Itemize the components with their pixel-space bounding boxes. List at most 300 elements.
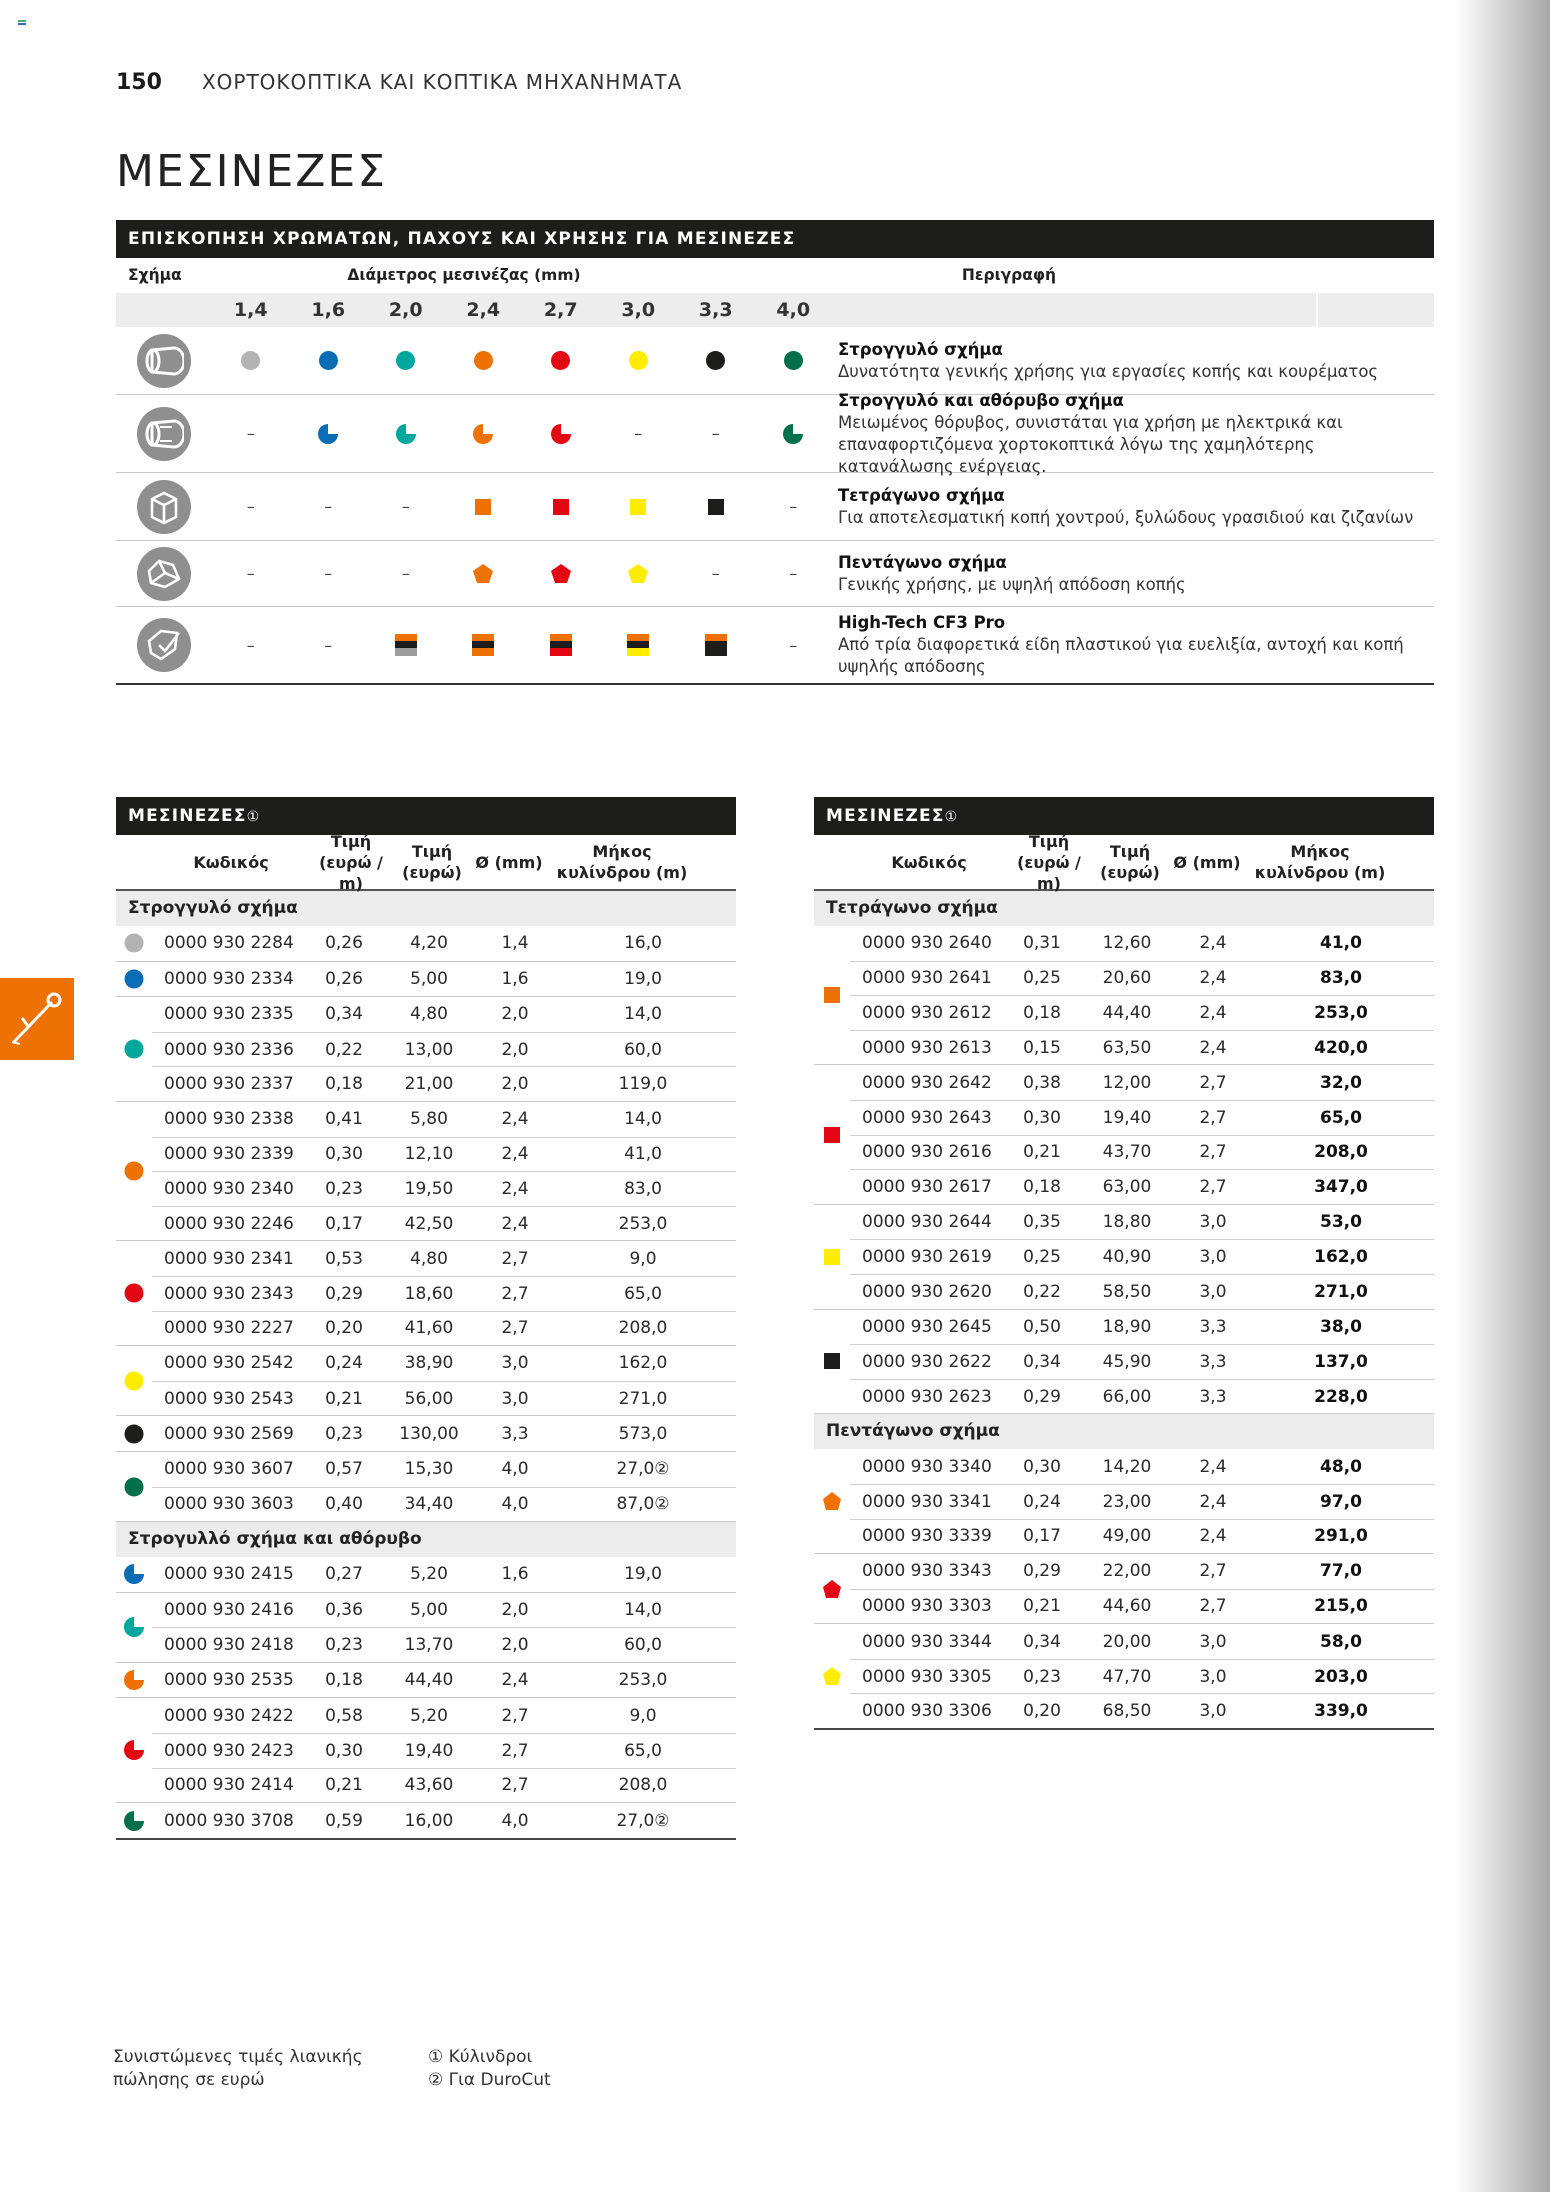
diameter-cell: 2,4 xyxy=(1199,1037,1227,1058)
price-per-m-cell: 0,34 xyxy=(325,1004,363,1025)
length-cell: 58,0 xyxy=(1320,1631,1362,1652)
color-dot-marker xyxy=(124,1039,144,1059)
diameter-label: 3,3 xyxy=(698,299,733,321)
length-cell: 83,0 xyxy=(1320,968,1362,989)
code-cell: 0000 930 2644 xyxy=(862,1212,992,1233)
table-row xyxy=(152,1206,736,1241)
price-per-m-cell: 0,15 xyxy=(1023,1037,1061,1058)
diameter-cell: 2,4 xyxy=(1199,968,1227,989)
table-row xyxy=(850,1379,1434,1414)
length-cell: 77,0 xyxy=(1320,1561,1362,1582)
diameter-cell: 2,7 xyxy=(501,1740,529,1761)
color-dot-marker xyxy=(124,933,144,953)
code-cell: 0000 930 2620 xyxy=(862,1281,992,1302)
notched-dot-red xyxy=(551,424,571,444)
table-row xyxy=(152,1171,736,1206)
price-cell: 15,30 xyxy=(404,1459,454,1480)
price-cell: 44,40 xyxy=(1102,1002,1152,1023)
code-cell: 0000 930 2415 xyxy=(164,1564,294,1585)
table-row xyxy=(152,1032,736,1067)
price-per-m-cell: 0,50 xyxy=(1023,1316,1061,1337)
price-cell: 40,90 xyxy=(1102,1247,1152,1268)
square-marker xyxy=(822,1125,842,1145)
overview-row-square: – – – – Τετράγωνο σχήμα Για αποτελεσματική κοπή χοντρού, ξυλώδους γρασιδιού και ζιζανίων xyxy=(116,473,1434,541)
table-row xyxy=(850,1169,1434,1204)
diameter-cell: 2,0 xyxy=(501,1074,529,1095)
length-cell: 27,0② xyxy=(616,1810,670,1831)
product-group xyxy=(116,1593,736,1663)
price-per-m-cell: 0,18 xyxy=(325,1670,363,1691)
price-per-m-cell: 0,20 xyxy=(1023,1701,1061,1722)
price-per-m-cell: 0,36 xyxy=(325,1599,363,1620)
table-row xyxy=(850,1065,1434,1100)
length-cell: 271,0 xyxy=(1314,1281,1368,1302)
price-cell: 47,70 xyxy=(1102,1666,1152,1687)
length-cell: 208,0 xyxy=(1314,1142,1368,1163)
code-cell: 0000 930 2336 xyxy=(164,1039,294,1060)
color-dot-marker xyxy=(124,969,144,989)
length-cell: 119,0 xyxy=(618,1074,668,1095)
table-row xyxy=(152,926,736,961)
price-per-m-cell: 0,21 xyxy=(1023,1142,1061,1163)
row-description: High-Tech CF3 Pro Από τρία διαφορετικά είδη πλαστικού για ευελιξία, αντοχή και κοπή υψηλής απόδοσης xyxy=(838,613,1404,676)
diameter-cell: 2,7 xyxy=(1199,1072,1227,1093)
row-description: Στρογγυλό και αθόρυβο σχήμα Μειωμένος θόρυβος, συνιστάται για χρήση με ηλεκτρικά και επαναφορτιζόμενα χορτοκοπτικά λόγω της χαμηλότερης κατανάλωσης ενέργειας. xyxy=(838,390,1343,476)
length-cell: 65,0 xyxy=(624,1283,662,1304)
code-cell: 0000 930 2617 xyxy=(862,1176,992,1197)
code-cell: 0000 930 2423 xyxy=(164,1740,294,1761)
code-cell: 0000 930 3339 xyxy=(862,1526,992,1547)
color-dot-green xyxy=(784,351,803,370)
diameter-label: 1,6 xyxy=(311,299,346,321)
code-cell: 0000 930 2613 xyxy=(862,1037,992,1058)
cf3-marker-2-0 xyxy=(395,634,417,656)
code-cell: 0000 930 2335 xyxy=(164,1004,294,1025)
diameter-cell: 3,0 xyxy=(1199,1247,1227,1268)
square-marker xyxy=(822,1351,842,1371)
diameter-cell: 4,0 xyxy=(501,1459,529,1480)
product-group xyxy=(814,1449,1434,1554)
price-per-m-cell: 0,17 xyxy=(325,1213,363,1234)
diameter-cell: 1,6 xyxy=(501,1564,529,1585)
cf3-marker-2-4 xyxy=(472,634,494,656)
trimmer-icon xyxy=(8,986,66,1048)
price-per-m-cell: 0,18 xyxy=(1023,1002,1061,1023)
table-row xyxy=(850,1239,1434,1274)
table-row xyxy=(850,1554,1434,1589)
code-cell: 0000 930 3340 xyxy=(862,1456,992,1477)
product-group xyxy=(814,1065,1434,1204)
price-per-m-cell: 0,26 xyxy=(325,933,363,954)
code-cell: 0000 930 2339 xyxy=(164,1144,294,1165)
price-cell: 63,50 xyxy=(1102,1037,1152,1058)
table-row xyxy=(152,1768,736,1803)
price-per-m-cell: 0,23 xyxy=(325,1423,363,1444)
price-per-m-cell: 0,30 xyxy=(325,1740,363,1761)
length-cell: 41,0 xyxy=(1320,933,1362,954)
diameter-label: 2,7 xyxy=(543,299,578,321)
price-cell: 130,00 xyxy=(399,1423,459,1444)
square-marker xyxy=(822,985,842,1005)
code-cell: 0000 930 2645 xyxy=(862,1316,992,1337)
overview-row-pentagon: – – – – – Πεντάγωνο σχήμα Γενικής χρήσης, με υψηλή απόδοση κοπής xyxy=(116,541,1434,607)
cf3-marker-3-0 xyxy=(627,634,649,656)
price-per-m-cell: 0,23 xyxy=(325,1635,363,1656)
diameter-label: 3,0 xyxy=(621,299,656,321)
length-cell: 573,0 xyxy=(618,1423,668,1444)
length-cell: 208,0 xyxy=(618,1775,668,1796)
table-row xyxy=(152,1241,736,1276)
length-cell: 162,0 xyxy=(618,1353,668,1374)
price-cell: 23,00 xyxy=(1102,1491,1152,1512)
diameter-cell: 3,0 xyxy=(501,1388,529,1409)
product-group xyxy=(814,926,1434,1065)
table-row xyxy=(850,1484,1434,1519)
diameter-cell: 2,0 xyxy=(501,1039,529,1060)
length-cell: 97,0 xyxy=(1320,1491,1362,1512)
price-cell: 43,60 xyxy=(404,1775,454,1796)
footer-notes: ① Κύλινδροι ② Για DuroCut xyxy=(428,2047,551,2090)
table-row xyxy=(152,1487,736,1522)
price-per-m-cell: 0,41 xyxy=(325,1109,363,1130)
overview-table xyxy=(116,220,1434,685)
table-row xyxy=(850,1519,1434,1554)
row-description: Πεντάγωνο σχήμα Γενικής χρήσης, με υψηλή απόδοση κοπής xyxy=(838,552,1186,594)
diameter-row xyxy=(116,291,1434,327)
price-cell: 38,90 xyxy=(404,1353,454,1374)
section-header: Τετράγωνο σχήμα xyxy=(814,891,1434,926)
notched-dot-marker xyxy=(124,1564,144,1584)
price-per-m-cell: 0,18 xyxy=(1023,1176,1061,1197)
length-cell: 87,0② xyxy=(616,1494,670,1515)
color-dot-marker xyxy=(124,1477,144,1497)
section-header: Πεντάγωνο σχήμα xyxy=(814,1414,1434,1449)
footer-price-note: Συνιστώμενες τιμές λιανικής πώλησης σε ευρώ xyxy=(113,2047,363,2090)
code-cell: 0000 930 2227 xyxy=(164,1318,294,1339)
diameter-cell: 3,0 xyxy=(1199,1212,1227,1233)
diameter-cell: 2,0 xyxy=(501,1599,529,1620)
price-per-m-cell: 0,58 xyxy=(325,1705,363,1726)
diameter-cell: 2,7 xyxy=(1199,1107,1227,1128)
code-cell: 0000 930 2416 xyxy=(164,1599,294,1620)
length-cell: 65,0 xyxy=(624,1740,662,1761)
page-title: ΜΕΣΙΝΕΖΕΣ xyxy=(116,146,387,197)
table-header: Κωδικός Τιμή (ευρώ / m) Τιμή (ευρώ) Ø (mm) Μήκος κυλίνδρου (m) xyxy=(116,835,736,891)
product-group xyxy=(814,1205,1434,1310)
notched-dot-marker xyxy=(124,1670,144,1690)
diameter-cell: 4,0 xyxy=(501,1494,529,1515)
price-per-m-cell: 0,23 xyxy=(1023,1666,1061,1687)
table-row xyxy=(850,1274,1434,1309)
length-cell: 162,0 xyxy=(1314,1247,1368,1268)
product-group xyxy=(116,1346,736,1416)
page-number: 150 xyxy=(116,70,162,95)
pentagon-yellow xyxy=(628,564,648,583)
notched-dot-orange xyxy=(473,424,493,444)
diameter-cell: 4,0 xyxy=(501,1810,529,1831)
diameter-cell: 2,7 xyxy=(501,1318,529,1339)
table-row xyxy=(152,1381,736,1416)
diameter-cell: 2,0 xyxy=(501,1635,529,1656)
pentagon-marker xyxy=(822,1666,842,1686)
table-title: ΜΕΣΙΝΕΖΕΣ① xyxy=(814,797,1434,835)
price-cell: 44,60 xyxy=(1102,1596,1152,1617)
price-per-m-cell: 0,59 xyxy=(325,1810,363,1831)
cf3-marker-2-7 xyxy=(550,634,572,656)
code-cell: 0000 930 2418 xyxy=(164,1635,294,1656)
length-cell: 60,0 xyxy=(624,1635,662,1656)
code-cell: 0000 930 3305 xyxy=(862,1666,992,1687)
length-cell: 291,0 xyxy=(1314,1526,1368,1547)
table-row xyxy=(850,995,1434,1030)
price-cell: 45,90 xyxy=(1102,1351,1152,1372)
code-cell: 0000 930 2623 xyxy=(862,1386,992,1407)
length-cell: 19,0 xyxy=(624,968,662,989)
table-row xyxy=(152,1066,736,1101)
page-header xyxy=(116,70,682,95)
diameter-cell: 2,7 xyxy=(501,1248,529,1269)
diameter-cell: 2,4 xyxy=(501,1109,529,1130)
code-cell: 0000 930 3344 xyxy=(862,1631,992,1652)
section-tab[interactable] xyxy=(0,978,74,1060)
code-cell: 0000 930 3306 xyxy=(862,1701,992,1722)
length-cell: 271,0 xyxy=(618,1388,668,1409)
diameter-cell: 3,0 xyxy=(1199,1701,1227,1722)
product-group xyxy=(116,1241,736,1346)
product-group xyxy=(116,1102,736,1241)
price-per-m-cell: 0,57 xyxy=(325,1459,363,1480)
table-row xyxy=(850,1310,1434,1345)
diameter-cell: 3,3 xyxy=(1199,1316,1227,1337)
col-shape: Σχήμα xyxy=(128,265,182,284)
length-cell: 83,0 xyxy=(624,1178,662,1199)
diameter-cell: 2,4 xyxy=(1199,1526,1227,1547)
table-row xyxy=(152,1627,736,1662)
length-cell: 9,0 xyxy=(629,1705,657,1726)
code-cell: 0000 930 2643 xyxy=(862,1107,992,1128)
section-header: Στρογγυλό σχήμα xyxy=(116,891,736,926)
code-cell: 0000 930 3607 xyxy=(164,1459,294,1480)
price-per-m-cell: 0,35 xyxy=(1023,1212,1061,1233)
code-cell: 0000 930 2535 xyxy=(164,1670,294,1691)
round-silent-line-icon xyxy=(137,407,191,461)
length-cell: 48,0 xyxy=(1320,1456,1362,1477)
code-cell: 0000 930 2334 xyxy=(164,968,294,989)
notched-dot-teal xyxy=(396,424,416,444)
table-row xyxy=(152,1557,736,1592)
price-cell: 5,80 xyxy=(410,1109,448,1130)
diameter-cell: 3,3 xyxy=(501,1423,529,1444)
diameter-cell: 2,4 xyxy=(1199,1491,1227,1512)
code-cell: 0000 930 3708 xyxy=(164,1810,294,1831)
price-cell: 43,70 xyxy=(1102,1142,1152,1163)
pentagon-marker xyxy=(822,1579,842,1599)
table-row xyxy=(850,1449,1434,1484)
price-cell: 42,50 xyxy=(404,1213,454,1234)
length-cell: 16,0 xyxy=(624,933,662,954)
price-per-m-cell: 0,21 xyxy=(325,1388,363,1409)
price-cell: 66,00 xyxy=(1102,1386,1152,1407)
diameter-cell: 3,0 xyxy=(1199,1666,1227,1687)
price-cell: 19,50 xyxy=(404,1178,454,1199)
length-cell: 228,0 xyxy=(1314,1386,1368,1407)
table-row xyxy=(152,1102,736,1137)
price-cell: 5,20 xyxy=(410,1705,448,1726)
length-cell: 60,0 xyxy=(624,1039,662,1060)
length-cell: 420,0 xyxy=(1314,1037,1368,1058)
price-per-m-cell: 0,22 xyxy=(1023,1281,1061,1302)
price-per-m-cell: 0,53 xyxy=(325,1248,363,1269)
price-cell: 5,20 xyxy=(410,1564,448,1585)
price-cell: 18,60 xyxy=(404,1283,454,1304)
length-cell: 137,0 xyxy=(1314,1351,1368,1372)
code-cell: 0000 930 2642 xyxy=(862,1072,992,1093)
length-cell: 41,0 xyxy=(624,1144,662,1165)
table-row xyxy=(152,1276,736,1311)
table-row xyxy=(152,1698,736,1733)
length-cell: 32,0 xyxy=(1320,1072,1362,1093)
product-group xyxy=(116,926,736,962)
code-cell: 0000 930 3341 xyxy=(862,1491,992,1512)
code-cell: 0000 930 2619 xyxy=(862,1247,992,1268)
table-row xyxy=(850,1030,1434,1065)
table-body xyxy=(116,891,736,1840)
price-per-m-cell: 0,29 xyxy=(1023,1561,1061,1582)
notched-dot-marker xyxy=(124,1617,144,1637)
notched-dot-green xyxy=(783,424,803,444)
price-cell: 34,40 xyxy=(404,1494,454,1515)
diameter-cell: 2,7 xyxy=(1199,1561,1227,1582)
table-row xyxy=(850,1135,1434,1170)
length-cell: 347,0 xyxy=(1314,1176,1368,1197)
diameter-cell: 3,3 xyxy=(1199,1351,1227,1372)
table-title: ΜΕΣΙΝΕΖΕΣ① xyxy=(116,797,736,835)
overview-subheader xyxy=(116,258,1434,291)
color-dot-black xyxy=(706,351,725,370)
diameter-cell: 2,4 xyxy=(501,1213,529,1234)
code-cell: 0000 930 3603 xyxy=(164,1494,294,1515)
color-square-red xyxy=(553,499,569,515)
product-group xyxy=(814,1624,1434,1730)
col-diameter: Διάμετρος μεσινέζας (mm) xyxy=(347,265,581,284)
price-cell: 41,60 xyxy=(404,1318,454,1339)
round-line-icon xyxy=(137,334,191,388)
diameter-cell: 2,7 xyxy=(501,1775,529,1796)
table-row xyxy=(152,962,736,997)
code-cell: 0000 930 2622 xyxy=(862,1351,992,1372)
length-cell: 19,0 xyxy=(624,1564,662,1585)
price-per-m-cell: 0,26 xyxy=(325,968,363,989)
code-cell: 0000 930 3343 xyxy=(862,1561,992,1582)
length-cell: 339,0 xyxy=(1314,1701,1368,1722)
code-cell: 0000 930 3303 xyxy=(862,1596,992,1617)
notched-dot-blue xyxy=(318,424,338,444)
product-group xyxy=(116,1698,736,1803)
length-cell: 203,0 xyxy=(1314,1666,1368,1687)
diameter-cell: 2,4 xyxy=(1199,1456,1227,1477)
price-per-m-cell: 0,24 xyxy=(1023,1491,1061,1512)
price-per-m-cell: 0,30 xyxy=(1023,1107,1061,1128)
diameter-cell: 2,7 xyxy=(1199,1176,1227,1197)
price-cell: 16,00 xyxy=(404,1810,454,1831)
price-cell: 5,00 xyxy=(410,968,448,989)
overview-row-round-silent: – – – Στρογγυλό και αθόρυβο σχήμα Μειωμένος θόρυβος, συνιστάται για χρήση με ηλεκτρικά και επαναφορτιζόμενα χορτοκοπτικά λόγω της χαμηλότερης κατανάλωσης ενέργειας. xyxy=(116,395,1434,473)
code-cell: 0000 930 2616 xyxy=(862,1142,992,1163)
color-dot-marker xyxy=(124,1424,144,1444)
diameter-cell: 2,7 xyxy=(501,1283,529,1304)
diameter-cell: 3,0 xyxy=(1199,1631,1227,1652)
price-per-m-cell: 0,31 xyxy=(1023,933,1061,954)
code-cell: 0000 930 2422 xyxy=(164,1705,294,1726)
code-cell: 0000 930 2612 xyxy=(862,1002,992,1023)
diameter-label: 2,4 xyxy=(466,299,501,321)
table-row xyxy=(152,1346,736,1381)
length-cell: 253,0 xyxy=(1314,1002,1368,1023)
length-cell: 253,0 xyxy=(618,1670,668,1691)
price-cell: 4,20 xyxy=(410,933,448,954)
code-cell: 0000 930 2246 xyxy=(164,1213,294,1234)
price-cell: 4,80 xyxy=(410,1004,448,1025)
square-marker xyxy=(822,1247,842,1267)
price-per-m-cell: 0,40 xyxy=(325,1494,363,1515)
product-group xyxy=(116,1803,736,1840)
table-row xyxy=(152,1452,736,1487)
price-cell: 20,60 xyxy=(1102,968,1152,989)
price-per-m-cell: 0,27 xyxy=(325,1564,363,1585)
page-edge-shadow xyxy=(1455,0,1550,2192)
color-dot-marker xyxy=(124,1283,144,1303)
price-cell: 22,00 xyxy=(1102,1561,1152,1582)
code-cell: 0000 930 2640 xyxy=(862,933,992,954)
price-per-m-cell: 0,17 xyxy=(1023,1526,1061,1547)
color-dot-blue xyxy=(319,351,338,370)
price-cell: 5,00 xyxy=(410,1599,448,1620)
table-row xyxy=(152,1137,736,1172)
price-per-m-cell: 0,20 xyxy=(325,1318,363,1339)
product-group xyxy=(116,1416,736,1452)
color-dot-orange xyxy=(474,351,493,370)
price-cell: 58,50 xyxy=(1102,1281,1152,1302)
price-per-m-cell: 0,30 xyxy=(325,1144,363,1165)
dash: – xyxy=(246,424,255,443)
length-cell: 253,0 xyxy=(618,1213,668,1234)
price-per-m-cell: 0,23 xyxy=(325,1178,363,1199)
code-cell: 0000 930 2543 xyxy=(164,1388,294,1409)
corner-mark xyxy=(18,20,26,27)
pentagon-orange xyxy=(473,564,493,583)
price-cell: 44,40 xyxy=(404,1670,454,1691)
overview-title: ΕΠΙΣΚΟΠΗΣΗ ΧΡΩΜΑΤΩΝ, ΠΑΧΟΥΣ ΚΑΙ ΧΡΗΣΗΣ ΓΙΑ ΜΕΣΙΝΕΖΕΣ xyxy=(116,220,1434,258)
diameter-label: 2,0 xyxy=(388,299,423,321)
price-per-m-cell: 0,38 xyxy=(1023,1072,1061,1093)
table-row xyxy=(850,1344,1434,1379)
product-group xyxy=(814,1310,1434,1415)
price-cell: 19,40 xyxy=(404,1740,454,1761)
product-group xyxy=(116,962,736,998)
code-cell: 0000 930 2542 xyxy=(164,1353,294,1374)
product-group xyxy=(116,1663,736,1699)
price-per-m-cell: 0,18 xyxy=(325,1074,363,1095)
code-cell: 0000 930 2341 xyxy=(164,1248,294,1269)
color-dot-red xyxy=(551,351,570,370)
table-row xyxy=(152,1593,736,1628)
row-description: Στρογγυλό σχήμα Δυνατότητα γενικής χρήσης για εργασίες κοπής και κουρέματος xyxy=(838,339,1379,381)
length-cell: 9,0 xyxy=(629,1248,657,1269)
row-description: Τετράγωνο σχήμα Για αποτελεσματική κοπή χοντρού, ξυλώδους γρασιδιού και ζιζανίων xyxy=(838,485,1414,527)
color-square-black xyxy=(708,499,724,515)
price-cell: 68,50 xyxy=(1102,1701,1152,1722)
length-cell: 65,0 xyxy=(1320,1107,1362,1128)
